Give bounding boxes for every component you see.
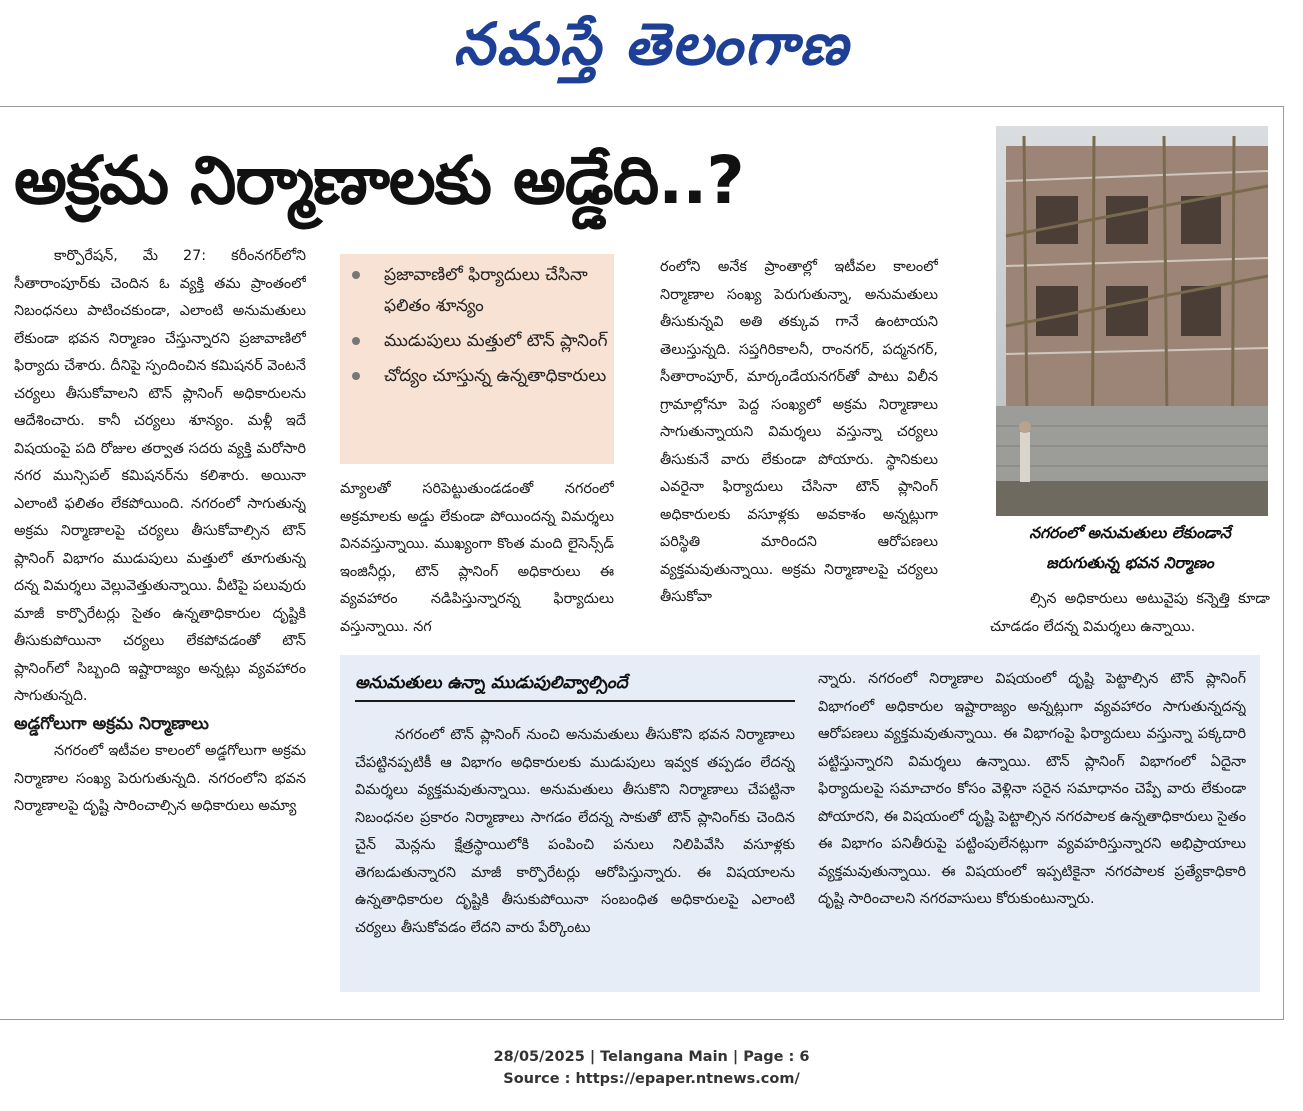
- highlights-box: [340, 254, 614, 464]
- column-3: [660, 254, 938, 646]
- bullet-icon: [352, 337, 360, 345]
- boxout-title-underline: [355, 700, 795, 702]
- bullet-icon: [352, 372, 360, 380]
- photo-caption: [990, 518, 1270, 578]
- column-1-paragraph-2: నగరంలో ఇటీవల కాలంలో అడ్డగోలుగా అక్రమ నిర్మాణాల సంఖ్య పెరుగుతున్నది. నగరంలోని భవన నిర్మాణాలపై దృష్టి సారించాల్సిన అధికారులు అమ్యా: [14, 743, 306, 814]
- highlight-item: చోద్యం చూస్తున్న ఉన్నతాధికారులు: [384, 361, 614, 392]
- caption-line-2: జరుగుతున్న భవన నిర్మాణం: [1046, 554, 1214, 572]
- column-2-text: మ్యాలతో సరిపెట్టుతుండడంతో నగరంలో అక్రమాలకు అడ్డు లేకుండా పోయిందన్న విమర్శలు వినవస్తున్నాయి. ముఖ్యంగా కొంత మంది లైసెన్స్‌డ్ ఇంజినీర్లు, టౌన్ ప్లానింగ్ అధికారులు ఈ వ్యవహారం నడిపిస్తున్నారన్న ఫిర్యాదులు వస్తున్నాయి. నగ: [340, 481, 614, 635]
- column-4-text: ల్సిన అధికారులు అటువైపు కన్నెత్తి కూడా చూడడం లేదన్న విమర్శలు ఉన్నాయి.: [990, 591, 1270, 635]
- footer-date-line: 28/05/2025 | Telangana Main | Page : 6: [493, 1049, 810, 1065]
- boxout-right-text: న్నారు. నగరంలో నిర్మాణాల విషయంలో దృష్టి పెట్టాల్సిన టౌన్ ప్లానింగ్ విభాగంలో అధికారుల ఇష్టారాజ్యం అన్నట్లుగా వ్యవహారం సాగుతున్నదన్న ఆరోపణలు వ్యక్తమవుతున్నాయి. ఈ విభాగంపై ఫిర్యాదులు వస్తున్నా పక్కదారి పట్టిస్తున్నారని విమర్శలు ఉన్నాయి. టౌన్ ప్లానింగ్ విభాగంలో ఏదైనా ఫిర్యాదులపై సమాచారం కోసం వెళ్లినా సరైన సమాధానం చెప్పే వారు లేకుండా పోయారని, ఈ విషయంలో దృష్టి పెట్టాల్సిన నగరపాలక ఉన్నతాధికారులు సైతం ఈ విభాగం పనితీరుపై పట్టింపులేనట్లుగా వ్యవహరిస్తున్నారని అభిప్రాయాలు వ్యక్తమవుతున్నాయి. ఈ విషయంలో ఇప్పటికైనా నగరపాలక ప్రత్యేకాధికారి దృష్టి సారించాలని నగరవాసులు కోరుకుంటున్నారు.: [818, 671, 1246, 907]
- caption-line-1: నగరంలో అనుమతులు లేకుండానే: [1029, 524, 1231, 542]
- column-1-paragraph: కార్పొరేషన్, మే 27: కరీంనగర్‌లోని సీతారాంపూర్‌కు చెందిన ఓ వ్యక్తి తమ ప్రాంతంలో నిబంధనలు పాటించకుండా, ఎలాంటి అనుమతులు లేకుండా భవన నిర్మాణం చేస్తున్నారని ప్రజావాణిలో ఫిర్యాదు చేశారు. దీనిపై స్పందించిన కమిషనర్ వెంటనే చర్యలు తీసుకోవాలని టౌన్ ప్లానింగ్ అధికారులను ఆదేశించారు. కానీ చర్యలు శూన్యం. మళ్లీ ఇదే విషయంపై పది రోజుల తర్వాత సదరు వ్యక్తి మరోసారి నగర మున్సిపల్ కమిషనర్‌ను కలిశారు. అయినా ఎలాంటి ఫలితం లేకపోయింది. నగరంలో సాగుతున్న అక్రమ నిర్మాణాలపై చర్యలు తీసుకోవాల్సిన టౌన్ ప్లానింగ్ విభాగం ముడుపులు మత్తులో తూగుతున్న దన్న విమర్శలు వెల్లువెత్తుతున్నాయి. వీటిపై పలువురు మాజీ కార్పొరేటర్లు సైతం ఉన్నతాధికారుల దృష్టికి తీసుకుపోయినా చర్యలు లేకపోవడంతో టౌన్ ప్లానింగ్‌లో సిబ్బంది ఇష్టారాజ్యం అన్నట్లు వ్యవహారం సాగుతున్నది.: [14, 248, 306, 704]
- masthead-logo: నమస్తే తెలంగాణ: [453, 10, 850, 78]
- building-illustration: [996, 126, 1268, 516]
- highlight-item: ప్రజావాణిలో ఫిర్యాదులు చేసినా ఫలితం శూన్యం: [384, 260, 614, 322]
- column-1-subhead: అడ్డగోలుగా అక్రమ నిర్మాణాలు: [14, 713, 209, 734]
- building-photo: [996, 126, 1268, 516]
- headline: అక్రమ నిర్మాణాలకు అడ్డేది..?: [14, 142, 744, 219]
- column-1: [14, 243, 306, 1013]
- boxout-left-text: నగరంలో టౌన్ ప్లానింగ్ నుంచి అనుమతులు తీసుకొని భవన నిర్మాణాలు చేపట్టినప్పటికీ ఆ విభాగం అధికారులకు ముడుపులు ఇవ్వక తప్పడం లేదన్న విమర్శలు వ్యక్తమవుతున్నాయి. అనుమతులు తీసుకొని నిర్మాణాలు చేపట్టినా నిబంధనల ప్రకారం నిర్మాణాలు సాగడం లేదన్న సాకుతో టౌన్ ప్లానింగ్‌కు చెందిన చైన్ మెన్లను క్షేత్రస్థాయిలోకి పంపించి పనులు నిలిపివేసి వసూళ్లకు తెగబడుతున్నారని మాజీ కార్పొరేటర్లు ఆరోపిస్తున్నారు. ఈ విషయాలను ఉన్నతాధికారుల దృష్టికి తీసుకుపోయినా సంబంధిత అధికారులపై ఎలాంటి చర్యలు తీసుకోవడం లేదని వారు పేర్కొంటు: [355, 727, 795, 936]
- column-3-text: రంలోని అనేక ప్రాంతాల్లో ఇటీవల కాలంలో నిర్మాణాల సంఖ్య పెరుగుతున్నా, అనుమతులు తీసుకున్నవి అతి తక్కువ గానే ఉంటాయని తెలుస్తున్నది. సప్తగిరికాలనీ, రాంనగర్, పద్మనగర్, సీతారాంపూర్, మార్కండేయనగర్‌తో పాటు విలీన గ్రామాల్లోనూ పెద్ద సంఖ్యలో అక్రమ నిర్మాణాలు సాగుతున్నాయని విమర్శలు వస్తున్నా చర్యలు తీసుకునే వారు లేకుండా పోయారు. స్థానికులు ఎవరైనా ఫిర్యాదులు చేసినా టౌన్ ప్లానింగ్ అధికారులకు వసూళ్లకు అవకాశం అన్నట్లుగా పరిస్థితి మారిందని ఆరోపణలు వ్యక్తమవుతున్నాయి. అక్రమ నిర్మాణాలపై చర్యలు తీసుకోవా: [660, 259, 938, 605]
- boxout-left-column: [355, 722, 795, 982]
- boxout-right-column: [818, 666, 1246, 982]
- right-border: [1283, 106, 1284, 1020]
- highlight-item: ముడుపులు మత్తులో టౌన్ ప్లానింగ్: [384, 326, 614, 357]
- bottom-rule: [0, 1019, 1284, 1020]
- masthead-rule: [0, 106, 1284, 107]
- masthead: [0, 0, 1303, 100]
- column-2: [340, 476, 614, 646]
- footer: [0, 1046, 1303, 1090]
- column-4: [990, 586, 1270, 646]
- boxout-title: అనుమతులు ఉన్నా ముడుపులివ్వాల్సిందే: [355, 673, 628, 693]
- bullet-icon: [352, 271, 360, 279]
- footer-source-line: Source : https://epaper.ntnews.com/: [503, 1071, 800, 1087]
